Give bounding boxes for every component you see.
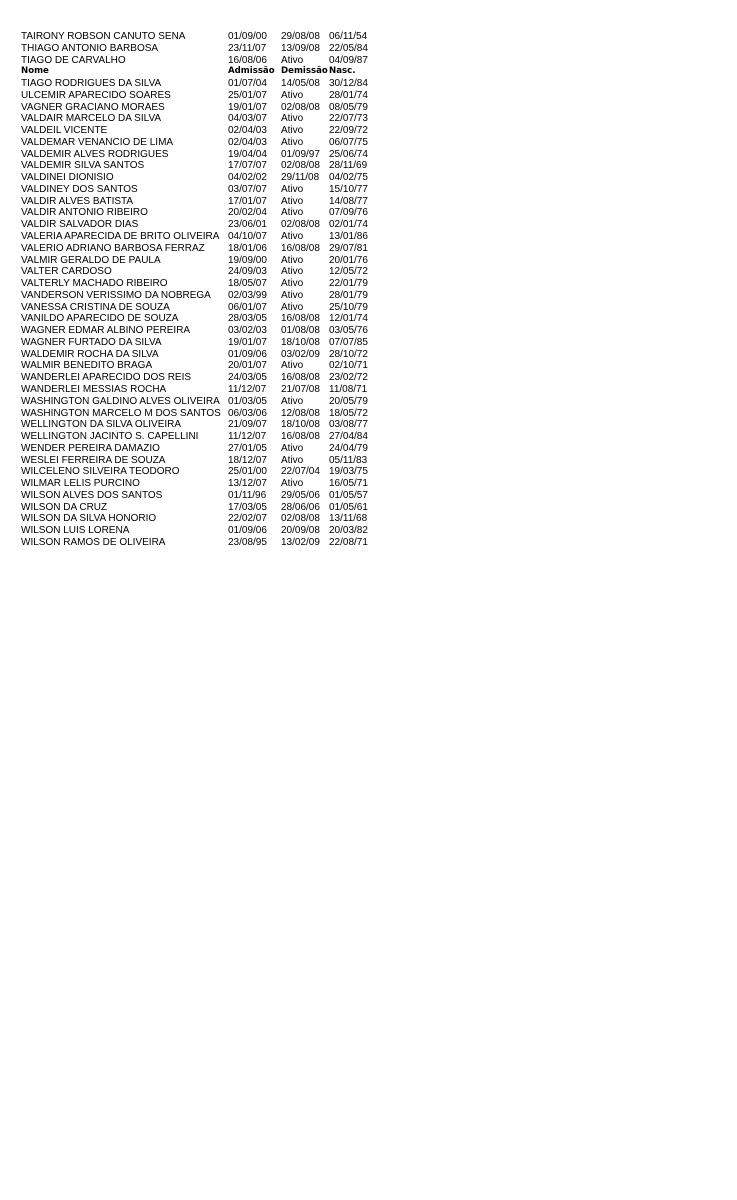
cell-demissao: Ativo — [281, 266, 304, 278]
cell-demissao: Ativo — [281, 54, 304, 66]
cell-admissao: 01/09/00 — [228, 31, 267, 42]
cell-demissao: Ativo — [281, 113, 304, 125]
table-row — [21, 360, 379, 372]
cell-nome: WANDERLEI MESSIAS ROCHA — [21, 383, 167, 395]
cell-nome: TIAGO DE CARVALHO — [21, 54, 126, 66]
cell-admissao: 23/11/07 — [228, 42, 267, 54]
cell-nasc: 01/05/61 — [329, 501, 368, 513]
cell-demissao: 29/11/08 — [281, 172, 320, 184]
cell-admissao: 24/03/05 — [228, 372, 267, 384]
cell-admissao: 22/02/07 — [228, 513, 267, 525]
cell-demissao: Ativo — [281, 254, 304, 266]
cell-demissao: Ativo — [281, 195, 304, 207]
cell-demissao: 16/08/08 — [281, 313, 320, 325]
cell-admissao: 01/07/04 — [228, 78, 267, 90]
cell-nome: VALDEMIR SILVA SANTOS — [21, 160, 145, 172]
table-row — [21, 419, 379, 431]
header-demissao: Demissão — [281, 66, 328, 77]
cell-nome: WASHINGTON GALDINO ALVES OLIVEIRA — [21, 395, 220, 407]
cell-demissao: 18/10/08 — [281, 336, 320, 348]
cell-nasc: 28/01/79 — [329, 289, 368, 301]
cell-demissao: 21/07/08 — [281, 383, 320, 395]
cell-nasc: 18/05/72 — [329, 407, 368, 419]
table-row — [21, 243, 379, 255]
header-admissao: Admissão — [228, 66, 275, 77]
cell-nasc: 07/07/85 — [329, 336, 368, 348]
cell-admissao: 28/03/05 — [228, 313, 267, 325]
cell-nome: WILSON ALVES DOS SANTOS — [21, 489, 163, 501]
cell-admissao: 18/01/06 — [228, 242, 267, 254]
cell-nome: VALDEMAR VENANCIO DE LIMA — [21, 136, 174, 148]
cell-nasc: 14/08/77 — [329, 195, 368, 207]
table-row — [21, 113, 379, 125]
header-nasc: Nasc. — [329, 66, 356, 77]
cell-nome: WESLEI FERREIRA DE SOUZA — [21, 454, 166, 466]
cell-nome: VANILDO APARECIDO DE SOUZA — [21, 313, 179, 325]
cell-nome: VALMIR GERALDO DE PAULA — [21, 254, 161, 266]
header-nome: Nome — [21, 66, 49, 77]
table-row — [21, 408, 379, 420]
cell-admissao: 25/01/00 — [228, 466, 267, 478]
cell-admissao: 27/01/05 — [228, 442, 267, 454]
cell-nasc: 07/09/76 — [329, 207, 368, 219]
cell-demissao: Ativo — [281, 278, 304, 290]
cell-nome: WASHINGTON MARCELO M DOS SANTOS — [21, 407, 221, 419]
cell-demissao: Ativo — [281, 454, 304, 466]
table-row — [21, 55, 379, 67]
table-row — [21, 160, 379, 172]
table-row — [21, 431, 379, 443]
cell-nome: WAGNER FURTADO DA SILVA — [21, 336, 162, 348]
cell-nasc: 04/02/75 — [329, 172, 368, 184]
cell-nasc: 02/10/71 — [329, 360, 368, 372]
cell-nome: WILSON DA SILVA HONORIO — [21, 513, 157, 525]
cell-admissao: 01/03/05 — [228, 395, 267, 407]
table-row — [21, 78, 379, 90]
cell-demissao: 03/02/09 — [281, 348, 320, 360]
cell-nome: WILSON DA CRUZ — [21, 501, 108, 513]
employee-list — [21, 31, 379, 549]
cell-admissao: 13/12/07 — [228, 478, 267, 490]
cell-nasc: 06/07/75 — [329, 136, 368, 148]
cell-nome: VALDIR ANTONIO RIBEIRO — [21, 207, 148, 219]
cell-nasc: 22/09/72 — [329, 125, 368, 137]
cell-admissao: 18/05/07 — [228, 278, 267, 290]
cell-nasc: 30/12/84 — [329, 78, 368, 90]
cell-admissao: 23/08/95 — [228, 536, 267, 548]
cell-nome: VALDAIR MARCELO DA SILVA — [21, 113, 162, 125]
cell-nasc: 20/03/82 — [329, 525, 368, 537]
cell-demissao: 20/09/08 — [281, 525, 320, 537]
cell-demissao: 14/05/08 — [281, 78, 320, 90]
table-row — [21, 443, 379, 455]
cell-admissao: 04/03/07 — [228, 113, 267, 125]
cell-nome: WILMAR LELIS PURCINO — [21, 478, 140, 490]
cell-admissao: 02/04/03 — [228, 125, 267, 137]
table-row — [21, 102, 379, 114]
cell-nome: VAGNER GRACIANO MORAES — [21, 101, 165, 113]
cell-nasc: 11/08/71 — [329, 383, 368, 395]
cell-admissao: 17/03/05 — [228, 501, 267, 513]
cell-demissao: 16/08/08 — [281, 372, 320, 384]
table-row — [21, 313, 379, 325]
table-row — [21, 478, 379, 490]
cell-admissao: 19/04/04 — [228, 148, 267, 160]
cell-demissao: 02/08/08 — [281, 160, 320, 172]
cell-nasc: 22/08/71 — [329, 536, 368, 548]
cell-admissao: 01/09/06 — [228, 348, 267, 360]
cell-demissao: Ativo — [281, 360, 304, 372]
cell-nome: WILSON RAMOS DE OLIVEIRA — [21, 536, 166, 548]
cell-admissao: 03/07/07 — [228, 183, 267, 195]
table-row — [21, 502, 379, 514]
cell-nasc: 19/03/75 — [329, 466, 368, 478]
cell-nome: THIAGO ANTONIO BARBOSA — [21, 42, 159, 54]
table-row — [21, 325, 379, 337]
cell-nasc: 15/10/77 — [329, 183, 368, 195]
table-row — [21, 31, 379, 43]
table-row — [21, 537, 379, 549]
cell-nome: VALDIR SALVADOR DIAS — [21, 219, 139, 231]
cell-admissao: 04/02/02 — [228, 172, 267, 184]
rows-before-header — [21, 31, 379, 66]
cell-admissao: 21/09/07 — [228, 419, 267, 431]
cell-nome: TIAGO RODRIGUES DA SILVA — [21, 78, 162, 90]
table-row — [21, 266, 379, 278]
cell-nasc: 12/01/74 — [329, 313, 368, 325]
cell-admissao: 16/08/06 — [228, 54, 267, 66]
cell-nasc: 03/05/76 — [329, 325, 368, 337]
cell-nasc: 08/05/79 — [329, 101, 368, 113]
cell-admissao: 04/10/07 — [228, 231, 267, 243]
cell-admissao: 17/01/07 — [228, 195, 267, 207]
cell-nasc: 01/05/57 — [329, 489, 368, 501]
table-row — [21, 525, 379, 537]
cell-demissao: Ativo — [281, 289, 304, 301]
cell-nasc: 22/01/79 — [329, 278, 368, 290]
cell-demissao: Ativo — [281, 301, 304, 313]
cell-demissao: 12/08/08 — [281, 407, 320, 419]
cell-nasc: 28/01/74 — [329, 89, 368, 101]
cell-demissao: Ativo — [281, 207, 304, 219]
table-row — [21, 219, 379, 231]
cell-demissao: Ativo — [281, 395, 304, 407]
cell-demissao: 02/08/08 — [281, 513, 320, 525]
cell-demissao: 02/08/08 — [281, 101, 320, 113]
cell-nome: WALMIR BENEDITO BRAGA — [21, 360, 153, 372]
cell-demissao: 13/02/09 — [281, 536, 320, 548]
cell-admissao: 06/01/07 — [228, 301, 267, 313]
cell-nome: WELLINGTON JACINTO S. CAPELLINI — [21, 431, 199, 443]
table-row — [21, 337, 379, 349]
cell-admissao: 02/03/99 — [228, 289, 267, 301]
cell-demissao: 22/07/04 — [281, 466, 320, 478]
cell-admissao: 19/09/00 — [228, 254, 267, 266]
cell-demissao: 13/09/08 — [281, 42, 320, 54]
cell-nome: WANDERLEI APARECIDO DOS REIS — [21, 372, 192, 384]
cell-demissao: Ativo — [281, 442, 304, 454]
cell-nasc: 02/01/74 — [329, 219, 368, 231]
cell-nome: VALTER CARDOSO — [21, 266, 112, 278]
cell-admissao: 02/04/03 — [228, 136, 267, 148]
cell-nasc: 22/07/73 — [329, 113, 368, 125]
rows-after-header — [21, 78, 379, 549]
cell-nome: ULCEMIR APARECIDO SOARES — [21, 89, 171, 101]
cell-nasc: 23/02/72 — [329, 372, 368, 384]
cell-nome: WALDEMIR ROCHA DA SILVA — [21, 348, 159, 360]
cell-nasc: 13/01/86 — [329, 231, 368, 243]
cell-nasc: 28/11/69 — [329, 160, 368, 172]
table-row — [21, 455, 379, 467]
cell-nasc: 24/04/79 — [329, 442, 368, 454]
cell-nome: WILCELENO SILVEIRA TEODORO — [21, 466, 180, 478]
cell-admissao: 03/02/03 — [228, 325, 267, 337]
cell-nome: WELLINGTON DA SILVA OLIVEIRA — [21, 419, 182, 431]
table-row — [21, 349, 379, 361]
cell-nasc: 13/11/68 — [329, 513, 368, 525]
cell-nome: VALDINEY DOS SANTOS — [21, 183, 138, 195]
cell-nome: WENDER PEREIRA DAMAZIO — [21, 442, 160, 454]
cell-admissao: 25/01/07 — [228, 89, 267, 101]
cell-demissao: 28/06/06 — [281, 501, 320, 513]
cell-admissao: 06/03/06 — [228, 407, 267, 419]
cell-demissao: Ativo — [281, 231, 304, 243]
cell-demissao: 02/08/08 — [281, 219, 320, 231]
cell-admissao: 19/01/07 — [228, 336, 267, 348]
cell-nasc: 25/06/74 — [329, 148, 368, 160]
cell-nasc: 22/05/84 — [329, 42, 368, 54]
cell-nasc: 05/11/83 — [329, 454, 368, 466]
cell-nasc: 20/01/76 — [329, 254, 368, 266]
cell-nome: VALERIO ADRIANO BARBOSA FERRAZ — [21, 242, 205, 254]
table-row — [21, 396, 379, 408]
cell-demissao: 29/08/08 — [281, 31, 320, 42]
column-header-row — [21, 66, 379, 78]
cell-admissao: 20/01/07 — [228, 360, 267, 372]
cell-nome: VANESSA CRISTINA DE SOUZA — [21, 301, 170, 313]
cell-demissao: 16/08/08 — [281, 242, 320, 254]
cell-admissao: 11/12/07 — [228, 431, 267, 443]
cell-admissao: 24/09/03 — [228, 266, 267, 278]
cell-nasc: 04/09/87 — [329, 54, 368, 66]
cell-admissao: 01/11/96 — [228, 489, 267, 501]
cell-demissao: Ativo — [281, 136, 304, 148]
cell-nasc: 06/11/54 — [329, 31, 368, 42]
table-row — [21, 207, 379, 219]
table-row — [21, 513, 379, 525]
cell-admissao: 01/09/06 — [228, 525, 267, 537]
table-row — [21, 466, 379, 478]
cell-demissao: 01/08/08 — [281, 325, 320, 337]
table-row — [21, 125, 379, 137]
table-row — [21, 290, 379, 302]
table-row — [21, 302, 379, 314]
table-row — [21, 384, 379, 396]
table-row — [21, 184, 379, 196]
cell-admissao: 19/01/07 — [228, 101, 267, 113]
table-row — [21, 172, 379, 184]
cell-nasc: 03/08/77 — [329, 419, 368, 431]
cell-nome: VALDIR ALVES BATISTA — [21, 195, 134, 207]
cell-nasc: 20/05/79 — [329, 395, 368, 407]
cell-demissao: Ativo — [281, 89, 304, 101]
cell-demissao: Ativo — [281, 478, 304, 490]
cell-demissao: 16/08/08 — [281, 431, 320, 443]
cell-admissao: 23/06/01 — [228, 219, 267, 231]
cell-demissao: 29/05/06 — [281, 489, 320, 501]
cell-nasc: 25/10/79 — [329, 301, 368, 313]
table-row — [21, 43, 379, 55]
cell-nome: WAGNER EDMAR ALBINO PEREIRA — [21, 325, 191, 337]
cell-demissao: 01/09/97 — [281, 148, 320, 160]
cell-nome: VALDEIL VICENTE — [21, 125, 108, 137]
cell-nasc: 28/10/72 — [329, 348, 368, 360]
cell-demissao: Ativo — [281, 125, 304, 137]
cell-admissao: 18/12/07 — [228, 454, 267, 466]
table-row — [21, 231, 379, 243]
table-row — [21, 149, 379, 161]
table-row — [21, 90, 379, 102]
table-row — [21, 372, 379, 384]
table-row — [21, 278, 379, 290]
table-row — [21, 137, 379, 149]
cell-nome: VALERIA APARECIDA DE BRITO OLIVEIRA — [21, 231, 220, 243]
cell-nasc: 29/07/81 — [329, 242, 368, 254]
cell-demissao: 18/10/08 — [281, 419, 320, 431]
cell-admissao: 20/02/04 — [228, 207, 267, 219]
cell-nasc: 27/04/84 — [329, 431, 368, 443]
cell-nome: VALDINEI DIONISIO — [21, 172, 114, 184]
cell-nome: WILSON LUIS LORENA — [21, 525, 130, 537]
cell-nome: VALDEMIR ALVES RODRIGUES — [21, 148, 169, 160]
cell-nome: VANDERSON VERISSIMO DA NOBREGA — [21, 289, 211, 301]
cell-admissao: 11/12/07 — [228, 383, 267, 395]
table-row — [21, 255, 379, 267]
cell-nasc: 12/05/72 — [329, 266, 368, 278]
cell-admissao: 17/07/07 — [228, 160, 267, 172]
table-row — [21, 196, 379, 208]
table-row — [21, 490, 379, 502]
cell-nasc: 16/05/71 — [329, 478, 368, 490]
cell-nome: VALTERLY MACHADO RIBEIRO — [21, 278, 168, 290]
cell-demissao: Ativo — [281, 183, 304, 195]
cell-nome: TAIRONY ROBSON CANUTO SENA — [21, 31, 186, 42]
